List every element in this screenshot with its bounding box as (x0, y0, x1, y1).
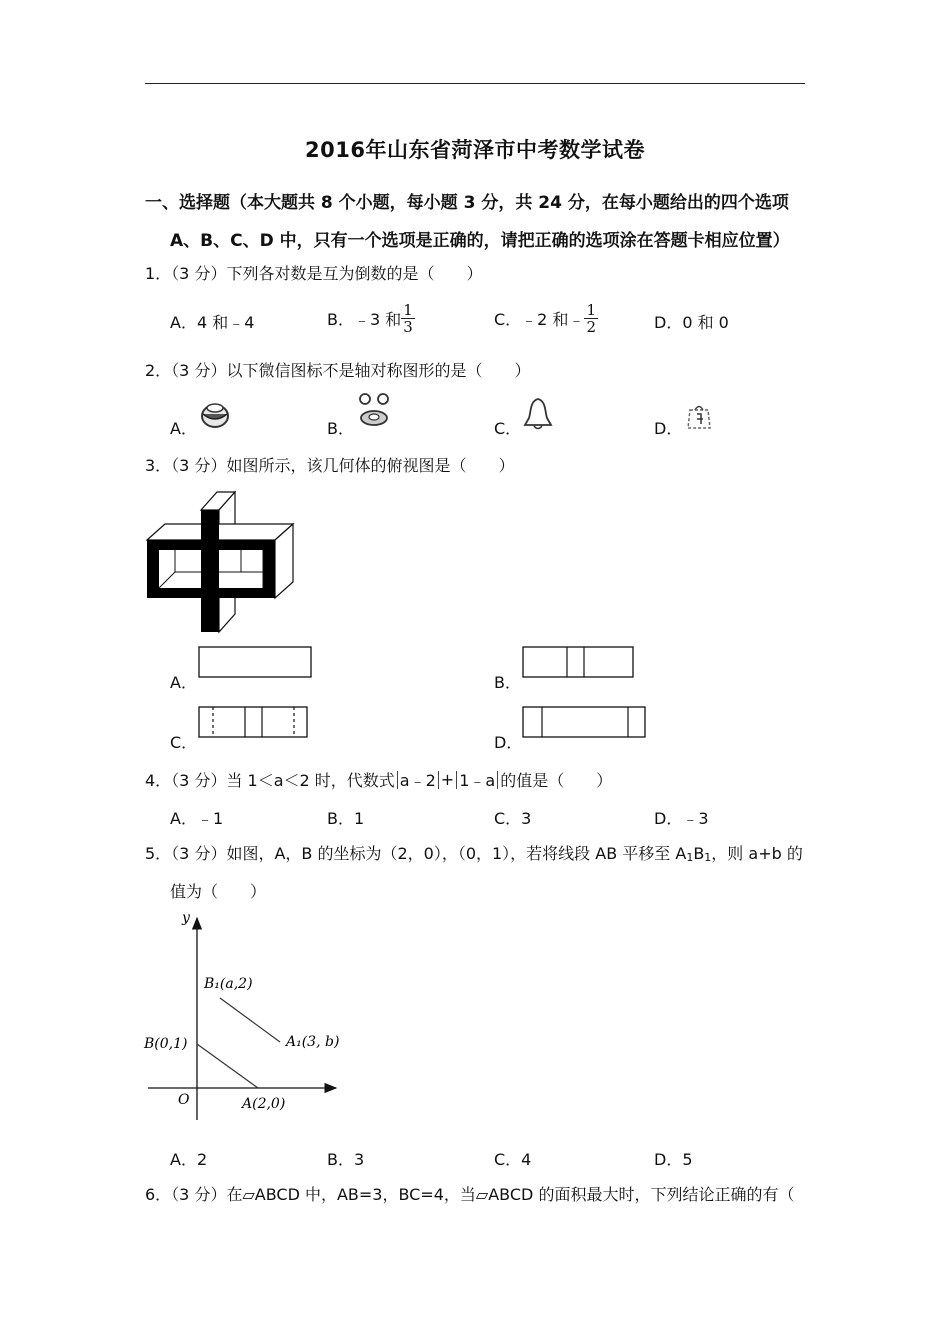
wechat-bell-icon (522, 396, 554, 432)
q4-expr1: a﹣2 (399, 771, 436, 790)
a-label: A(2,0) (242, 1096, 286, 1112)
q3-option-d-view (522, 706, 648, 740)
q4-option-c: C．3 (494, 809, 532, 828)
subscript: 1 (704, 851, 712, 864)
q2-option-c: C． (494, 419, 522, 438)
abs-bar (497, 771, 498, 789)
fraction-denominator: 3 (403, 318, 413, 336)
q5-option-a: A．2 (170, 1150, 208, 1169)
q3-option-b-view (522, 646, 636, 680)
q5-stem-end: ，则 a+b 的 (711, 844, 803, 863)
b-label: B(0,1) (144, 1036, 188, 1052)
a1-label: A₁(3, b) (286, 1034, 340, 1050)
q1-option-c-fraction (584, 302, 598, 335)
section-heading-line2: A、B、C、D 中，只有一个选项是正确的，请把正确的选项涂在答题卡相应位置） (170, 231, 790, 251)
q5-stem-start: 5．（3 分）如图，A，B 的坐标为（2，0），（0，1），若将线段 AB 平移至 A (145, 844, 687, 863)
q4-stem-start: 4．（3 分）当 1＜a＜2 时，代数式 (145, 771, 395, 790)
b1-label: B₁(a,2) (204, 976, 253, 992)
abs-bar (456, 771, 457, 789)
q3-option-a-view (198, 646, 314, 680)
q5-stem-mid: B (693, 844, 705, 863)
wechat-bag-icon (684, 400, 714, 432)
q3-option-b: B． (494, 673, 521, 692)
q3-solid-figure (145, 488, 295, 636)
subscript: 1 (686, 851, 694, 864)
page-title: 2016年山东省菏泽市中考数学试卷 (305, 138, 645, 162)
q3-stem: 3．（3 分）如图所示，该几何体的俯视图是（ ） (145, 456, 515, 475)
q1-option-c-prefix: C．﹣2 和﹣ (494, 310, 585, 329)
q1-option-b-fraction (401, 302, 415, 335)
q5-stem-line2: 值为（ ） (170, 882, 267, 901)
q2-option-a: A． (170, 419, 197, 438)
q2-stem: 2．（3 分）以下微信图标不是轴对称图形的是（ ） (145, 361, 531, 380)
q2-option-b: B． (327, 419, 354, 438)
fraction-denominator: 2 (586, 318, 596, 336)
q5-option-b: B．3 (327, 1150, 365, 1169)
q3-option-d: D． (494, 733, 523, 752)
y-axis-label: y (182, 910, 190, 926)
segment-a1b1 (220, 998, 280, 1042)
q4-stem-end: 的值是（ ） (500, 771, 613, 790)
section-heading-line1: 一、选择题（本大题共 8 个小题，每小题 3 分，共 24 分，在每小题给出的四个选项 (145, 193, 789, 213)
fraction-numerator: 1 (586, 301, 596, 319)
q4-option-d: D．﹣3 (654, 809, 709, 828)
q5-coordinate-figure (140, 906, 370, 1126)
q5-option-c: C．4 (494, 1150, 532, 1169)
q1-stem: 1．（3 分）下列各对数是互为倒数的是（ ） (145, 264, 483, 283)
q4-expr2: 1﹣a (459, 771, 496, 790)
q4-option-a: A．﹣1 (170, 809, 224, 828)
fraction-numerator: 1 (403, 301, 413, 319)
q6-stem: 6．（3 分）在▱ABCD 中，AB=3，BC=4，当▱ABCD 的面积最大时，下列结论正确的有（ (145, 1185, 795, 1204)
q3-option-c-view (198, 706, 310, 740)
abs-bar (438, 771, 439, 789)
q2-option-d: D． (654, 419, 683, 438)
q3-option-a: A． (170, 673, 197, 692)
origin-label: O (178, 1092, 190, 1108)
q1-option-d: D．0 和 0 (654, 313, 729, 332)
q4-plus: + (440, 770, 455, 789)
q4-option-b: B．1 (327, 809, 365, 828)
q3-option-c: C． (170, 733, 198, 752)
wechat-pocket-icon (198, 398, 232, 430)
q1-option-a: A．4 和﹣4 (170, 313, 255, 332)
q1-option-b (327, 302, 415, 335)
q1-option-b-prefix: B．﹣3 和 (327, 310, 402, 329)
q5-option-d: D．5 (654, 1150, 693, 1169)
q1-option-c (494, 302, 598, 335)
q4-stem (145, 768, 612, 791)
header-rule (145, 83, 805, 84)
wechat-ufo-icon (356, 390, 392, 430)
segment-ab (197, 1044, 258, 1088)
abs-bar (397, 771, 398, 789)
q5-stem-line1 (145, 841, 803, 864)
